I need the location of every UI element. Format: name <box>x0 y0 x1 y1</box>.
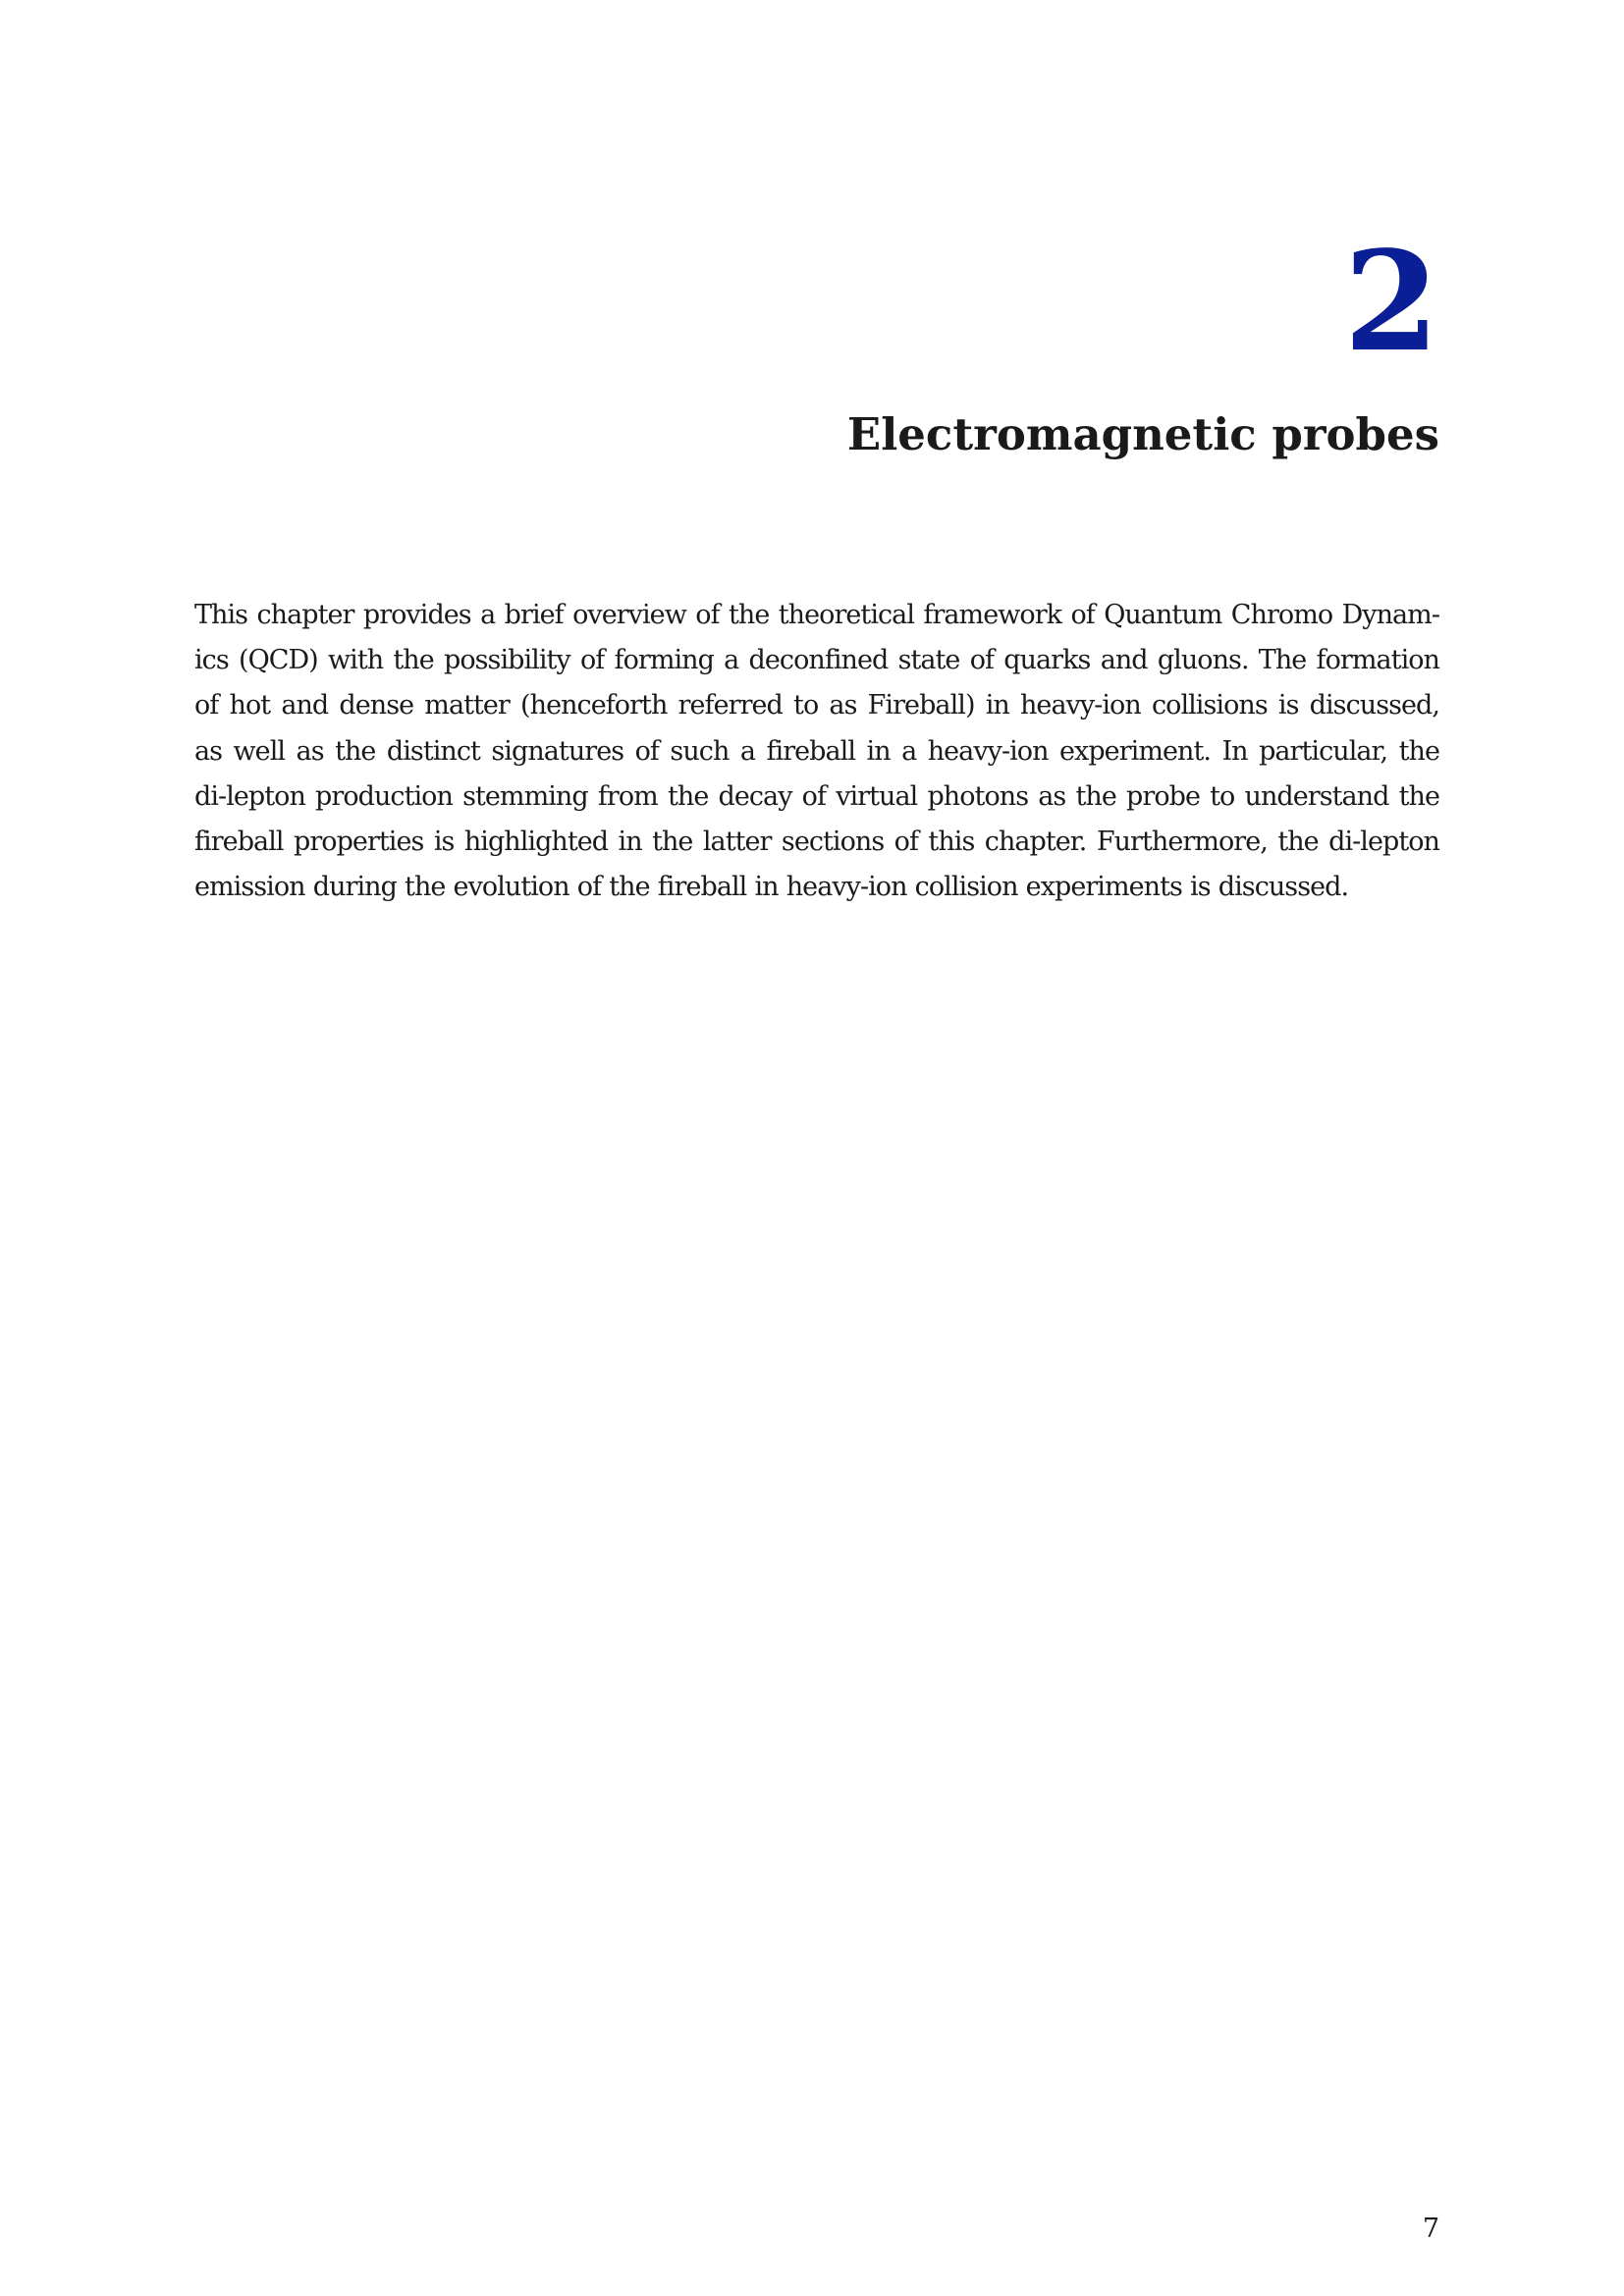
paragraph-line: di-lepton production stemming from the decay of virtual photons as the probe to understand the <box>194 780 1439 812</box>
chapter-number: 2 <box>1343 222 1439 383</box>
paragraph-line: fireball properties is highlighted in the latter sections of this chapter. Furthermore, the di-lepton <box>194 827 1439 858</box>
paragraph-line: emission during the evolution of the fireball in heavy-ion collision experiments is discussed. <box>194 872 1349 903</box>
paragraph-line: ics (QCD) with the possibility of forming a deconfined state of quarks and gluons. The formation <box>194 645 1439 676</box>
paragraph-line: of hot and dense matter (henceforth referred to as Fireball) in heavy-ion collisions is discussed, <box>194 690 1439 721</box>
paragraph-line: This chapter provides a brief overview of the theoretical framework of Quantum Chromo Dynam- <box>194 600 1439 630</box>
chapter-title: Electromagnetic probes <box>846 408 1439 460</box>
page-number: 7 <box>1422 2214 1439 2244</box>
paragraph-line: as well as the distinct signatures of such a fireball in a heavy-ion experiment. In particular, the <box>194 735 1439 767</box>
chapter-intro-paragraph <box>194 593 1439 910</box>
